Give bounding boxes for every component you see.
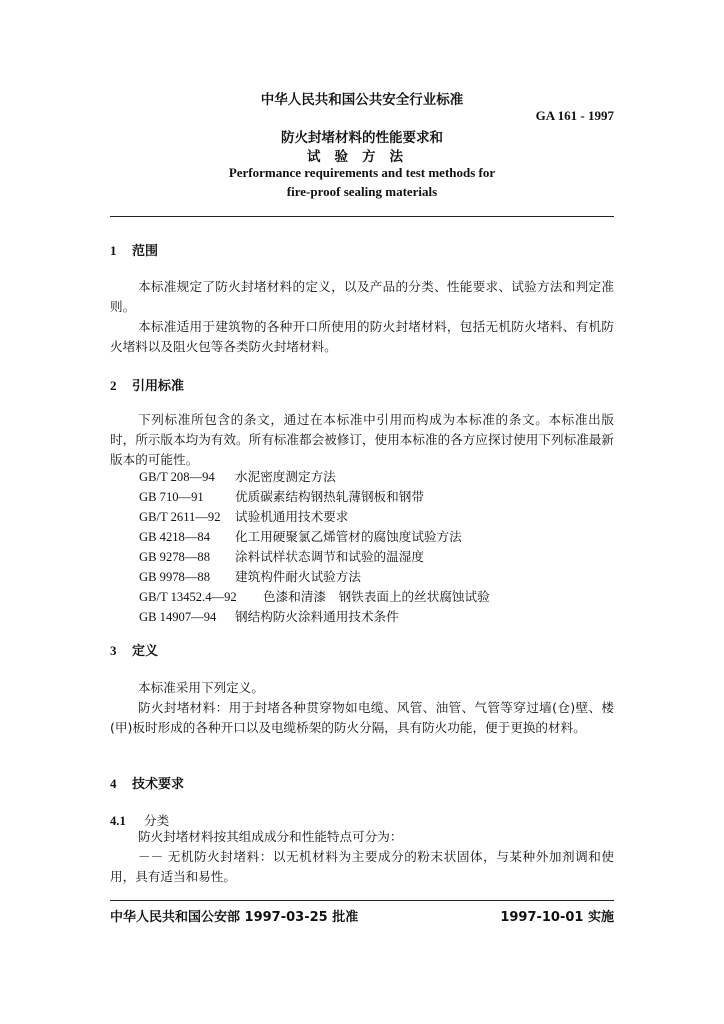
section-title: 技术要求 xyxy=(132,777,185,792)
english-title-line-2: fire-proof sealing materials xyxy=(286,184,438,199)
reference-code: GB 710—91 xyxy=(139,490,204,504)
reference-title: 水泥密度测定方法 xyxy=(235,469,336,484)
reference-title: 涂料试样状态调节和试验的温湿度 xyxy=(235,549,424,564)
english-title-line-1: Performance requirements and test methods for xyxy=(228,165,496,180)
standard-code: GA 161 - 1997 xyxy=(535,108,614,123)
standard-category: 中华人民共和国公共安全行业标准 xyxy=(260,92,464,108)
reference-code: GB/T 13452.4—92 xyxy=(139,590,237,604)
approval-line: 中华人民共和国公安部 1997-03-25 批准 xyxy=(110,910,359,925)
subsection-number: 4.1 xyxy=(110,814,126,828)
section-4-paragraph-2: －－ 无机防火封堵料：以无机材料为主要成分的粉末状固体，与某种外加剂调和使用，具有适当和易性。 xyxy=(110,849,614,884)
section-1-paragraph-2: 本标准适用于建筑物的各种开口所使用的防火封堵材料，包括无机防火堵料、有机防火堵料以及阻火包等各类防火封堵材料。 xyxy=(110,319,614,354)
section-1-heading xyxy=(110,240,158,259)
reference-item xyxy=(139,587,490,607)
section-3-paragraph-2: 防火封堵材料：用于封堵各种贯穿物如电缆、风管、油管、气管等穿过墙(仓)壁、楼(甲)板时形成的各种开口以及电缆桥架的防火分隔，具有防火功能，便于更换的材料。 xyxy=(110,700,614,735)
section-2-paragraph-1: 下列标准所包含的条文，通过在本标准中引用而构成为本标准的条文。本标准出版时，所示版本均为有效。所有标准都会被修订，使用本标准的各方应探讨使用下列标准最新版本的可能性。 xyxy=(110,412,614,467)
section-number: 2 xyxy=(110,378,117,393)
section-title: 定义 xyxy=(132,644,159,659)
section-title: 引用标准 xyxy=(132,379,185,394)
reference-title: 化工用硬聚氯乙烯管材的腐蚀度试验方法 xyxy=(235,529,462,544)
reference-code: GB 9278—88 xyxy=(139,550,211,564)
reference-title: 建筑构件耐火试验方法 xyxy=(235,569,361,584)
title-line-1: 防火封堵材料的性能要求和 xyxy=(281,130,443,146)
section-4-heading xyxy=(110,773,184,792)
section-title: 范围 xyxy=(132,244,159,259)
reference-title: 钢结构防火涂料通用技术条件 xyxy=(235,609,399,624)
reference-code: GB 4218—84 xyxy=(139,530,211,544)
section-number: 3 xyxy=(110,643,117,658)
reference-item xyxy=(139,607,399,627)
footer-divider xyxy=(110,900,614,901)
section-2-heading xyxy=(110,375,184,394)
implementation-line: 1997-10-01 实施 xyxy=(500,910,614,925)
section-4-paragraph-1: 防火封堵材料按其组成成分和性能特点可分为： xyxy=(138,829,403,844)
title-line-2: 试验方法 xyxy=(307,149,417,165)
reference-title: 色漆和清漆 钢铁表面上的丝状腐蚀试验 xyxy=(263,589,490,604)
reference-title: 试验机通用技术要求 xyxy=(235,509,349,524)
section-3-paragraph-1: 本标准采用下列定义。 xyxy=(138,680,264,695)
section-1-paragraph-1: 本标准规定了防火封堵材料的定义，以及产品的分类、性能要求、试验方法和判定准则。 xyxy=(110,279,614,314)
reference-code: GB 14907—94 xyxy=(139,610,217,624)
reference-item xyxy=(139,547,424,567)
section-number: 1 xyxy=(110,243,117,258)
header-divider xyxy=(110,216,614,217)
reference-item xyxy=(139,487,424,507)
section-number: 4 xyxy=(110,776,117,791)
reference-item xyxy=(139,527,462,547)
reference-code: GB/T 208—94 xyxy=(139,470,215,484)
reference-item xyxy=(139,467,336,487)
reference-item xyxy=(139,507,348,527)
section-3-heading xyxy=(110,640,158,659)
reference-item xyxy=(139,567,361,587)
reference-code: GB/T 2611—92 xyxy=(139,510,221,524)
subsection-title: 分类 xyxy=(144,813,170,828)
reference-code: GB 9978—88 xyxy=(139,570,211,584)
reference-title: 优质碳素结构钢热轧薄钢板和钢带 xyxy=(235,489,424,504)
